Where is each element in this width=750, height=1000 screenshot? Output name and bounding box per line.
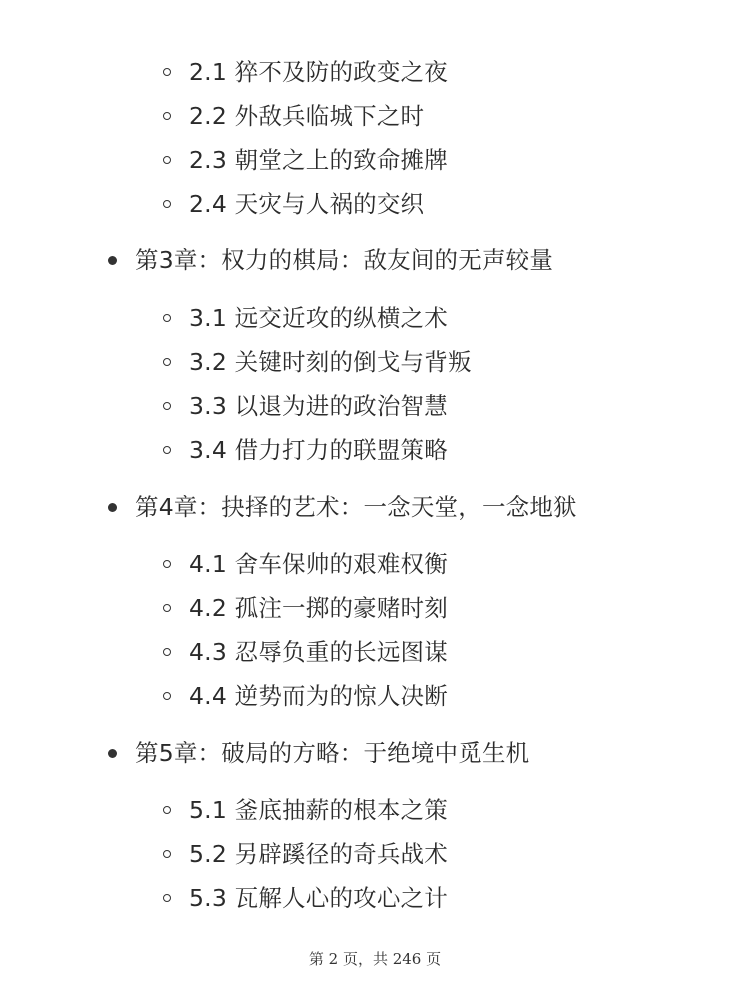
hollow-bullet-icon (163, 314, 171, 322)
hollow-bullet-icon (163, 446, 171, 454)
hollow-bullet-icon (163, 358, 171, 366)
hollow-bullet-icon (163, 156, 171, 164)
toc-section-label: 3.3 以退为进的政治智慧 (189, 392, 448, 420)
hollow-bullet-icon (163, 806, 171, 814)
toc-section-label: 2.3 朝堂之上的致命摊牌 (189, 146, 448, 174)
hollow-bullet-icon (163, 604, 171, 612)
toc-section-label: 3.2 关键时刻的倒戈与背叛 (189, 348, 472, 376)
toc-section-label: 4.1 舍车保帅的艰难权衡 (189, 550, 448, 578)
hollow-bullet-icon (163, 894, 171, 902)
toc-section-label: 4.2 孤注一掷的豪赌时刻 (189, 594, 448, 622)
toc-section-label: 5.1 釜底抽薪的根本之策 (189, 796, 448, 824)
toc-chapter-label: 第4章：抉择的艺术：一念天堂，一念地狱 (135, 493, 577, 521)
hollow-bullet-icon (163, 402, 171, 410)
hollow-bullet-icon (163, 112, 171, 120)
toc-section-label: 3.4 借力打力的联盟策略 (189, 436, 448, 464)
hollow-bullet-icon (163, 200, 171, 208)
filled-bullet-icon (108, 256, 117, 265)
hollow-bullet-icon (163, 648, 171, 656)
filled-bullet-icon (108, 749, 117, 758)
toc-section-label: 4.4 逆势而为的惊人决断 (189, 682, 448, 710)
toc-section-label: 5.3 瓦解人心的攻心之计 (189, 884, 448, 912)
toc-section-label: 4.3 忍辱负重的长远图谋 (189, 638, 448, 666)
filled-bullet-icon (108, 503, 117, 512)
hollow-bullet-icon (163, 692, 171, 700)
toc-chapter-label: 第3章：权力的棋局：敌友间的无声较量 (135, 246, 554, 274)
toc-section-label: 5.2 另辟蹊径的奇兵战术 (189, 840, 448, 868)
page-indicator: 第 2 页，共 246 页 (308, 950, 442, 968)
hollow-bullet-icon (163, 850, 171, 858)
toc-section-label: 2.1 猝不及防的政变之夜 (189, 58, 448, 86)
toc-section-label: 2.4 天灾与人祸的交织 (189, 190, 425, 218)
hollow-bullet-icon (163, 68, 171, 76)
toc-section-label: 2.2 外敌兵临城下之时 (189, 102, 425, 130)
toc-chapter-label: 第5章：破局的方略：于绝境中觅生机 (135, 739, 530, 767)
hollow-bullet-icon (163, 560, 171, 568)
toc-section-label: 3.1 远交近攻的纵横之术 (189, 304, 448, 332)
